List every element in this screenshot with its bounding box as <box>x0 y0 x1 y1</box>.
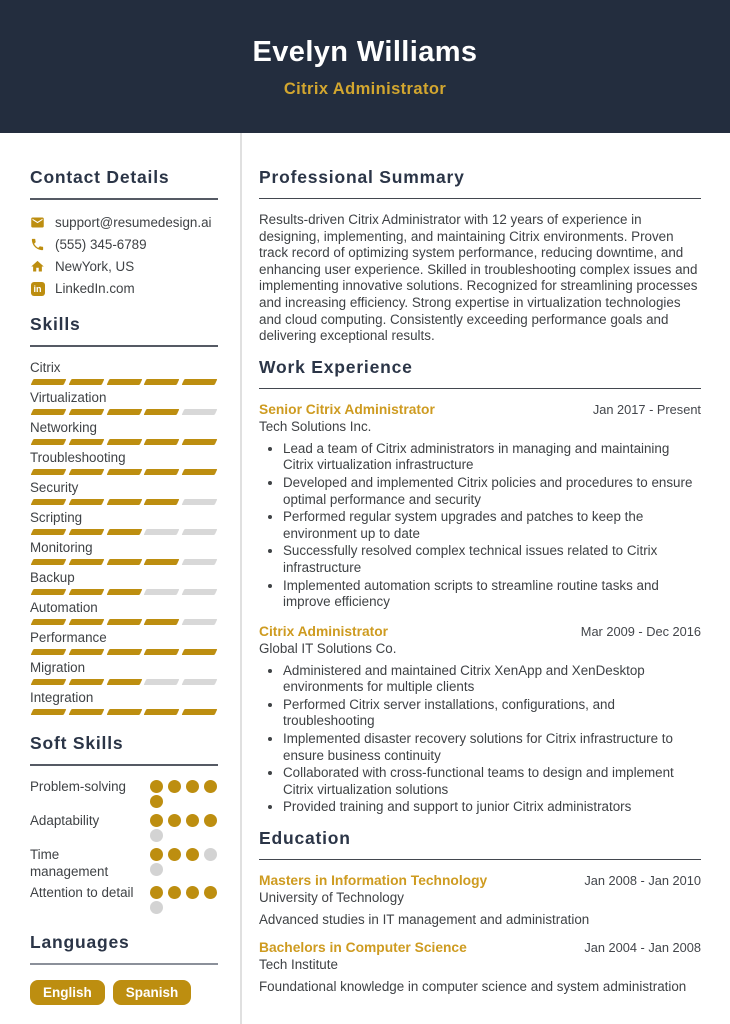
skill-name: Security <box>30 480 79 495</box>
skill-row <box>30 540 218 565</box>
skill-bar-segment <box>182 529 218 535</box>
education-entry <box>259 873 701 927</box>
home-icon <box>30 259 45 274</box>
contact-item <box>30 281 218 296</box>
education-entry <box>259 940 701 994</box>
skill-bar-segment <box>182 679 218 685</box>
skill-bar-segment <box>106 589 142 595</box>
skill-bar-segment <box>144 499 180 505</box>
job-bullet: • Lead a team of Citrix administrators in managing and maintaining Citrix virtualization infrastructure <box>283 441 701 474</box>
language-pill: English <box>30 980 105 1005</box>
languages-heading: Languages <box>30 932 218 965</box>
skill-bar-segment <box>31 619 67 625</box>
skill-bar-segment <box>31 589 67 595</box>
contact-item <box>30 215 218 230</box>
skill-row <box>30 480 218 505</box>
main-content <box>240 133 730 1024</box>
candidate-job-title: Citrix Administrator <box>283 80 447 98</box>
education-header <box>259 873 701 888</box>
languages-section <box>30 932 218 1005</box>
skill-bar <box>30 619 218 625</box>
soft-skill-name: Problem-solving <box>30 779 127 794</box>
linkedin-icon: in <box>30 281 45 296</box>
languages-list <box>30 980 218 1005</box>
rating-dot <box>204 814 217 827</box>
skill-bar-segment <box>182 709 218 715</box>
job-bullet: • Implemented automation scripts to streamline routine tasks and improve efficiency <box>283 578 701 611</box>
skill-bar-segment <box>182 469 218 475</box>
skill-row <box>30 360 218 385</box>
contact-item-text: LinkedIn.com <box>55 281 135 296</box>
job-header <box>259 624 701 639</box>
rating-dot <box>168 814 181 827</box>
job-bullet: • Administered and maintained Citrix XenApp and XenDesktop environments for multiple clients <box>283 663 701 696</box>
rating-dots <box>150 846 218 876</box>
rating-dot <box>150 780 163 793</box>
experience-heading: Work Experience <box>259 357 701 389</box>
skill-row <box>30 450 218 475</box>
skill-bar-segment <box>106 499 142 505</box>
skill-bar-segment <box>106 559 142 565</box>
skill-bar-segment <box>182 649 218 655</box>
skill-bar-segment <box>31 409 67 415</box>
contact-heading: Contact Details <box>30 167 218 200</box>
skill-bar-segment <box>106 709 142 715</box>
skill-name: Scripting <box>30 510 83 525</box>
skill-row <box>30 510 218 535</box>
skill-bar-segment <box>68 529 104 535</box>
soft-skill-name: Time management <box>30 847 109 879</box>
language-pill: Spanish <box>113 980 192 1005</box>
soft-skill-name: Attention to detail <box>30 885 134 900</box>
skill-row <box>30 390 218 415</box>
education-description: Foundational knowledge in computer science and system administration <box>259 979 687 995</box>
skill-name: Integration <box>30 690 94 705</box>
skill-bar <box>30 679 218 685</box>
skill-bar-segment <box>68 439 104 445</box>
job-company: Tech Solutions Inc. <box>259 418 372 434</box>
rating-dot <box>150 901 163 914</box>
job-header <box>259 402 701 417</box>
skill-bar <box>30 469 218 475</box>
skill-bar-segment <box>106 649 142 655</box>
skill-bar-segment <box>144 649 180 655</box>
rating-dot <box>204 780 217 793</box>
summary-heading: Professional Summary <box>259 167 701 199</box>
skill-bar-segment <box>182 589 218 595</box>
skill-bar-segment <box>106 469 142 475</box>
job-title: Senior Citrix Administrator <box>259 401 435 417</box>
skill-name: Automation <box>30 600 98 615</box>
skill-bar-segment <box>144 709 180 715</box>
phone-icon <box>30 237 45 252</box>
skill-bar-segment <box>68 559 104 565</box>
skill-bar <box>30 499 218 505</box>
rating-dot <box>150 848 163 861</box>
education-description: Advanced studies in IT management and administration <box>259 912 590 928</box>
skill-row <box>30 600 218 625</box>
skill-row <box>30 630 218 655</box>
resume-header <box>0 0 730 133</box>
skill-bar-segment <box>68 499 104 505</box>
education-dates: Jan 2004 - Jan 2008 <box>584 940 701 956</box>
skill-bar-segment <box>144 589 180 595</box>
skills-heading: Skills <box>30 314 218 347</box>
rating-dot <box>204 848 217 861</box>
skill-bar-segment <box>68 619 104 625</box>
skill-bar-segment <box>106 679 142 685</box>
rating-dot <box>150 795 163 808</box>
content-columns <box>0 133 730 1024</box>
skills-list <box>30 360 218 715</box>
skill-bar-segment <box>31 559 67 565</box>
skill-row <box>30 660 218 685</box>
rating-dot <box>168 780 181 793</box>
skill-bar-segment <box>182 379 218 385</box>
soft-skills-section <box>30 733 218 914</box>
job-bullets <box>259 663 701 816</box>
rating-dot <box>150 814 163 827</box>
skill-bar-segment <box>144 679 180 685</box>
job-bullet: • Performed regular system upgrades and patches to keep the environment up to date <box>283 509 701 542</box>
rating-dot <box>186 848 199 861</box>
contact-list <box>30 215 218 296</box>
soft-skills-heading: Soft Skills <box>30 733 218 766</box>
degree-title: Masters in Information Technology <box>259 873 488 889</box>
rating-dot <box>186 780 199 793</box>
skill-bar <box>30 559 218 565</box>
soft-skill-row <box>30 778 218 808</box>
skill-name: Monitoring <box>30 540 93 555</box>
skill-bar-segment <box>68 589 104 595</box>
skill-name: Citrix <box>30 360 61 375</box>
skill-bar <box>30 439 218 445</box>
email-icon <box>30 215 45 230</box>
skill-bar-segment <box>182 409 218 415</box>
skill-name: Networking <box>30 420 97 435</box>
degree-title: Bachelors in Computer Science <box>259 940 467 956</box>
contact-item-text: NewYork, US <box>55 259 135 274</box>
contact-item <box>30 259 218 274</box>
contact-item-text: support@resumedesign.ai <box>55 215 212 230</box>
job-entry <box>259 402 701 611</box>
skill-bar-segment <box>106 529 142 535</box>
skill-bar-segment <box>144 619 180 625</box>
skill-row <box>30 420 218 445</box>
job-bullet: • Developed and implemented Citrix policies and procedures to ensure optimal performance and security <box>283 475 701 508</box>
skill-bar <box>30 649 218 655</box>
soft-skill-name: Adaptability <box>30 813 100 828</box>
summary-section <box>259 167 701 345</box>
contact-item-text: (555) 345-6789 <box>55 237 147 252</box>
rating-dot <box>186 814 199 827</box>
job-entry <box>259 624 701 816</box>
rating-dot <box>168 848 181 861</box>
skill-bar-segment <box>31 529 67 535</box>
skill-bar-segment <box>68 679 104 685</box>
skill-bar-segment <box>31 379 67 385</box>
skill-bar-segment <box>68 409 104 415</box>
job-bullets <box>259 441 701 611</box>
skill-bar-segment <box>106 619 142 625</box>
skill-bar-segment <box>144 379 180 385</box>
job-bullet: • Successfully resolved complex technical issues related to Citrix infrastructure <box>283 543 701 576</box>
skill-bar-segment <box>144 529 180 535</box>
summary-text: Results-driven Citrix Administrator with 12 years of experience in designing, implementing, and maintaining Citrix environments. Proven track record of optimizing system performance, reducing downtime, and enhancing user experience. Skilled in troubleshooting complex issues and implementing innovative solutions. Recognized for streamlining processes and increasing efficiency. Strong expertise in virtualization technologies and cloud computing. Consistently exceeding performance goals and delivering exceptional results. <box>259 212 698 344</box>
education-heading: Education <box>259 828 701 860</box>
education-header <box>259 940 701 955</box>
skill-bar-segment <box>182 619 218 625</box>
candidate-name: Evelyn Williams <box>252 36 478 68</box>
skill-bar-segment <box>31 709 67 715</box>
job-title: Citrix Administrator <box>259 623 389 639</box>
experience-section <box>259 357 701 816</box>
skill-bar-segment <box>182 499 218 505</box>
skill-bar-segment <box>31 469 67 475</box>
skill-bar-segment <box>31 679 67 685</box>
skill-bar-segment <box>68 709 104 715</box>
skill-bar <box>30 709 218 715</box>
soft-skills-list <box>30 778 218 914</box>
sidebar <box>0 133 240 1024</box>
skill-name: Performance <box>30 630 107 645</box>
skill-bar-segment <box>144 409 180 415</box>
skill-bar-segment <box>144 469 180 475</box>
contact-item <box>30 237 218 252</box>
rating-dot <box>186 886 199 899</box>
skill-bar-segment <box>68 469 104 475</box>
skill-bar-segment <box>144 559 180 565</box>
rating-dot <box>204 886 217 899</box>
school-name: Tech Institute <box>259 957 338 973</box>
skill-bar <box>30 589 218 595</box>
skill-bar-segment <box>68 379 104 385</box>
skill-bar-segment <box>144 439 180 445</box>
skill-bar <box>30 529 218 535</box>
rating-dot <box>150 829 163 842</box>
education-dates: Jan 2008 - Jan 2010 <box>584 873 701 889</box>
job-bullet: • Collaborated with cross-functional teams to design and implement Citrix virtualization solutions <box>283 765 701 798</box>
rating-dots <box>150 812 218 842</box>
skill-bar-segment <box>68 649 104 655</box>
skill-bar <box>30 379 218 385</box>
skill-bar-segment <box>106 439 142 445</box>
skill-bar-segment <box>31 439 67 445</box>
skill-name: Virtualization <box>30 390 107 405</box>
education-list <box>259 873 701 994</box>
school-name: University of Technology <box>259 890 404 906</box>
skill-bar-segment <box>182 439 218 445</box>
skill-bar-segment <box>31 499 67 505</box>
job-company: Global IT Solutions Co. <box>259 640 397 656</box>
skill-bar <box>30 409 218 415</box>
job-bullet: • Provided training and support to junior Citrix administrators <box>283 799 701 816</box>
skill-name: Troubleshooting <box>30 450 126 465</box>
skill-name: Backup <box>30 570 75 585</box>
skill-row <box>30 690 218 715</box>
skill-bar-segment <box>106 379 142 385</box>
job-bullet: • Performed Citrix server installations, configurations, and troubleshooting <box>283 697 701 730</box>
rating-dot <box>168 886 181 899</box>
soft-skill-row <box>30 884 218 914</box>
education-section <box>259 828 701 994</box>
skill-row <box>30 570 218 595</box>
job-dates: Mar 2009 - Dec 2016 <box>580 623 701 639</box>
rating-dots <box>150 778 218 808</box>
soft-skill-row <box>30 812 218 842</box>
skill-name: Migration <box>30 660 86 675</box>
skill-bar-segment <box>106 409 142 415</box>
job-dates: Jan 2017 - Present <box>592 401 701 417</box>
rating-dots <box>150 884 218 914</box>
job-bullet: • Implemented disaster recovery solutions for Citrix infrastructure to ensure business continuity <box>283 731 701 764</box>
contact-section <box>30 167 218 296</box>
skills-section <box>30 314 218 715</box>
rating-dot <box>150 886 163 899</box>
skill-bar-segment <box>31 649 67 655</box>
rating-dot <box>150 863 163 876</box>
soft-skill-row <box>30 846 218 880</box>
skill-bar-segment <box>182 559 218 565</box>
jobs-list <box>259 402 701 816</box>
